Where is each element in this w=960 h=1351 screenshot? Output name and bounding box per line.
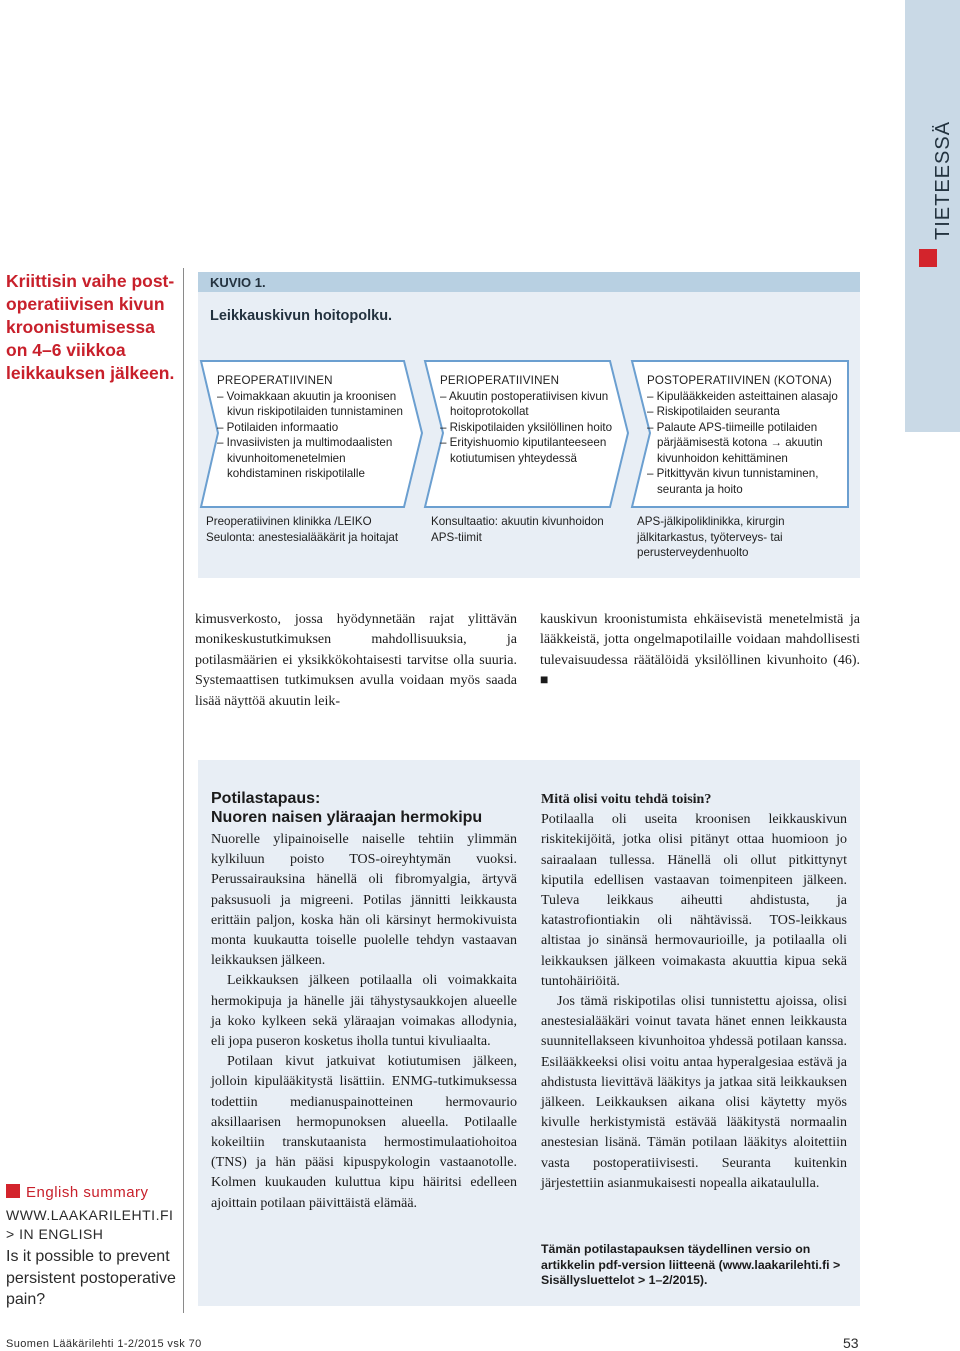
section-marker-icon — [919, 249, 937, 267]
stage-item: – Akuutin postoperatiivisen kivun hoitoprotokollat — [440, 389, 609, 418]
english-summary-title: English summary — [26, 1184, 149, 1201]
case-paragraph: Potilaalla oli useita kroonisen leikkauskivun riskitekijöitä, jotka olisi pitänyt ottaa huomioon jo sairaalaan tullessa. Hänellä oli ollut pitkittynyt kiputila edellisen vastaavan toimenpiteen jälkeen. Tuleva leikkaus aiheutti ahdistusta, ja katastrofiontiakin oli nähtävissä. TOS-leikkaus altistaa jo sinänsä hermovaurioille, ja potilaalla oli leikkauksen jälkeen voimakasta akuuttia kipua sekä tuntohäiriöitä. — [541, 812, 847, 989]
case-subheading: Mitä olisi voitu tehdä toisin? — [541, 792, 712, 807]
stage-note: APS-jälkipoliklinikka, kirurgin jälkitarkastus, työterveys- tai perusterveydenhuolto — [637, 515, 785, 559]
body-column-1: kimusverkosto, jossa hyödynnetään rajat ylittävän monikeskustutkimuksen mahdollisuuksia, ja potilasmäärien ei yksikkökohtaisesti tarvitse olla suuria. Systemaattisen tutkimuksen avulla voidaan myös saada lisää näyttöä akuutin leik- — [195, 612, 517, 709]
page-number: 53 — [843, 1335, 859, 1351]
case-paragraph: Potilaan kivut jatkuivat kotiutumisen jälkeen, jolloin kipulääkitystä lisättiin. ENMG-tutkimuksessa todettiin medianuspainotteinen hermovaurio aksillaarisen hermopunoksen alueella. Potilaalle kokeiltiin transkutaanista hermostimulaatiohoitoa (TNS) ja hän pääsi kipuspykologin vastaanotolle. Kolmen kuukauden kuluttua kipu häiritsi edelleen ajoittain potilaan päivittäistä elämää. — [211, 1054, 517, 1211]
english-summary — [6, 1184, 178, 1311]
stage-item: – Palaute APS-tiimeille potilaiden pärjäämisestä kotona → akuutin kivunhoidon kehittäminen — [647, 420, 823, 465]
case-paragraph: Leikkauksen jälkeen potilaalla oli voimakkaita hermokipuja ja hänelle jäi tähystysaukkojen alueelle ja koko kylkeen sekä yläraajan voimakas allodynia, eli jopa puseron kosketus iholla tuntui kivuliaalta. — [211, 973, 517, 1050]
stage-note: Preoperatiivinen klinikka /LEIKO Seulonta: anestesialääkärit ja hoitajat — [206, 515, 399, 544]
stage-preoperative — [217, 373, 407, 482]
stage-postoperative — [647, 373, 845, 497]
stage-item: – Pitkittyvän kivun tunnistaminen, seuranta ja hoito — [647, 467, 819, 496]
summary-in-english-link[interactable]: > IN ENGLISH — [6, 1226, 104, 1242]
stage-heading: POSTOPERATIIVINEN (KOTONA) — [647, 374, 832, 387]
figure-label-bar — [198, 272, 860, 292]
stage-item: – Riskipotilaiden yksilöllinen hoito — [440, 420, 613, 434]
stage-note: Konsultaatio: akuutin kivunhoidon APS-tiimit — [431, 515, 604, 544]
summary-site-link[interactable]: WWW.LAAKARILEHTI.FI — [6, 1207, 174, 1223]
body-column-2: kauskivun kroonistumista ehkäisevistä menetelmistä ja lääkkeistä, jotta ongelmapotilaille voidaan mahdollisesti tulevaisuudessa räätälöidä yksilöllinen kivunhoito (46). ■ — [540, 612, 860, 689]
stage-item: – Invasiivisten ja multimodaalisten kivunhoitomenetelmien kohdistaminen riskipotilalle — [217, 436, 393, 480]
figure-label: KUVIO 1. — [210, 275, 266, 290]
summary-marker-icon — [6, 1184, 20, 1198]
case-title-line-2: Nuoren naisen yläraajan hermokipu — [211, 809, 483, 826]
section-tab-label: TIETEESSÄ — [932, 120, 954, 240]
stage-item: – Kipulääkkeiden asteittainen alasajo — [647, 389, 838, 403]
section-tab — [905, 0, 960, 432]
case-title-line-1: Potilastapaus: — [211, 790, 321, 807]
journal-footer: Suomen Lääkärilehti 1-2/2015 vsk 70 — [6, 1338, 202, 1350]
case-title — [211, 789, 482, 827]
case-footer-note: Tämän potilastapauksen täydellinen versio on artikkelin pdf-version liitteenä (www.laakarilehti.fi > Sisällysluettelot > 1–2/2015). — [541, 1242, 841, 1288]
figure-title: Leikkauskivun hoitopolku. — [210, 308, 393, 324]
case-left-column — [211, 830, 517, 1214]
stage-item: – Potilaiden informaatio — [217, 420, 339, 434]
case-right-column — [541, 790, 847, 1194]
stage-heading: PERIOPERATIIVINEN — [440, 374, 560, 387]
stage-item: – Voimakkaan akuutin ja kroonisen kivun riskipotilaiden tunnistaminen — [217, 389, 403, 418]
summary-question: Is it possible to prevent persistent postoperative pain? — [6, 1248, 176, 1308]
stage-heading: PREOPERATIIVINEN — [217, 374, 333, 387]
stage-item: – Erityishuomio kiputilanteeseen kotiutumisen yhteydessä — [440, 436, 607, 465]
stage-item: – Riskipotilaiden seuranta — [647, 405, 780, 418]
case-paragraph: Nuorelle ylipainoiselle naiselle tehtiin ylimmän kylkiluun poisto TOS-oireyhtymän vuoksi. Perussairauksina hänellä oli fibromyalgia, ärtyvä paksusuoli ja migreeni. Potilas jännitti leikkausta erittäin paljon, koska hän oli kärsinyt hermokivuista monta kuukautta toiselle puolelle tehdyn vastaavan leikkauksen jälkeen. — [211, 832, 517, 969]
sidebar-pullquote: Kriittisin vaihe postoperatiivisen kivun kroonistumisessa on 4–6 viikkoa leikkauksen jälkeen. — [6, 271, 175, 383]
stage-perioperative — [440, 373, 620, 466]
case-paragraph: Jos tämä riskipotilas olisi tunnistettu ajoissa, olisi anestesialääkäri voinut tavata hänet ennen leikkausta suunnitellakseen kivunhoitoa yhdessä potilaan kanssa. Esilääkkeeksi olisi voitu antaa hyperalgesiaa estävä ja ahdistusta lievittävä lääkitys ja jatkaa sitä leikkauksen jälkeen. Leikkauksen aikana olisi käytetty myös kivulle herkistymistä estävää lääkitystä normaalin anestesian lisänä. Tämän potilaan lääkitys aloitettiin vasta postoperatiivisesti. Seuranta kuitenkin järjestettiin asianmukaisesti nopealla aikataululla. — [541, 994, 847, 1191]
column-divider — [183, 268, 184, 1313]
